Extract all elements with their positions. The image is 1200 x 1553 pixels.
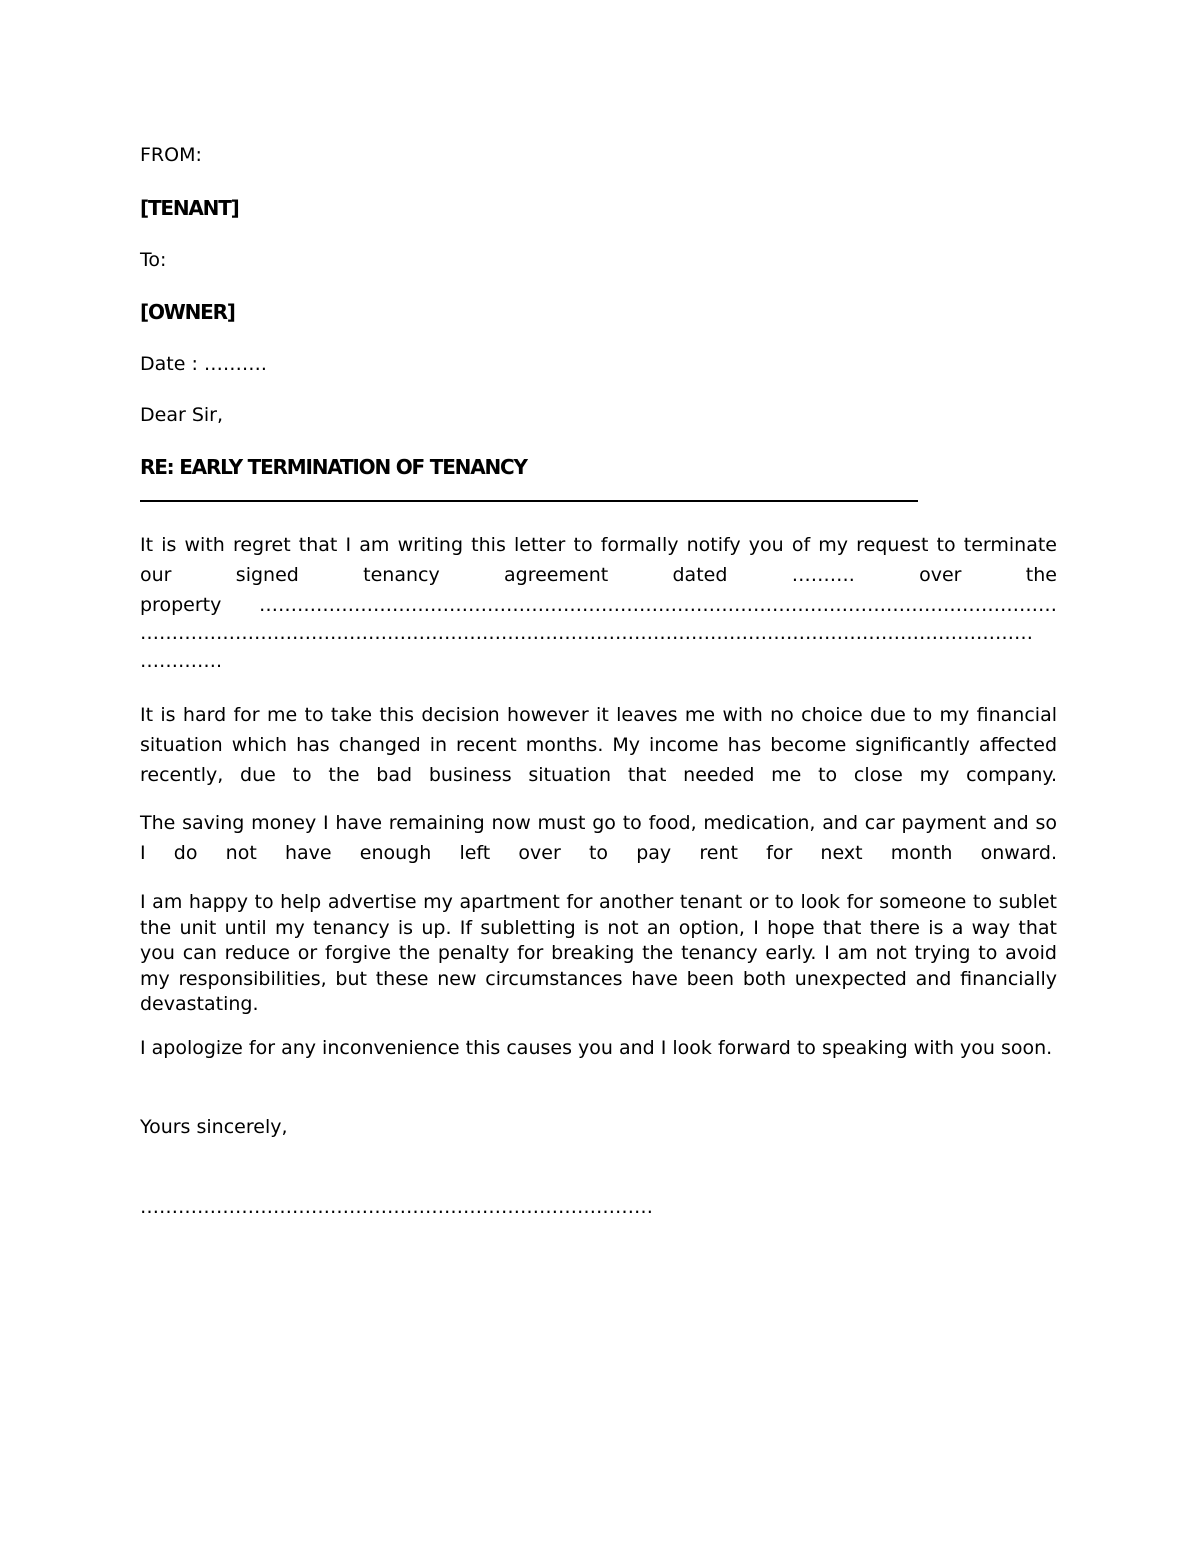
- paragraph-reason: [140, 703, 1057, 793]
- word: ……….: [791, 564, 855, 586]
- word: our: [140, 564, 172, 586]
- word: the: [1025, 564, 1057, 586]
- owner-placeholder: [OWNER]: [140, 300, 235, 324]
- paragraph-line: [140, 967, 1057, 993]
- paragraph-line: [140, 916, 1057, 942]
- paragraph-savings: [140, 811, 1057, 871]
- paragraph-text: property ………………………………………………………………………………………………………………: [140, 594, 1057, 616]
- paragraph-text: The saving money I have remaining now must go to food, medication, and car payment and so: [140, 812, 1057, 834]
- paragraph-text: It is with regret that I am writing this letter to formally notify you of my request to terminate: [140, 534, 1057, 556]
- paragraph-line: [140, 890, 1057, 916]
- from-label: FROM:: [140, 144, 202, 166]
- paragraph-notice: [140, 533, 1057, 677]
- paragraph-text: you can reduce or forgive the penalty for breaking the tenancy early. I am not trying to avoid: [140, 942, 1057, 964]
- date-line: Date : ……….: [140, 353, 267, 375]
- paragraph-text: recently, due to the bad business situation that needed me to close my company.: [140, 764, 1057, 786]
- word: tenancy: [363, 564, 440, 586]
- subject-underline: [140, 500, 918, 502]
- paragraph-line: [140, 733, 1057, 763]
- word: signed: [235, 564, 299, 586]
- paragraph-text: devastating.: [140, 993, 259, 1015]
- paragraph-line: [140, 563, 1057, 593]
- paragraph-text: my responsibilities, but these new circumstances have been both unexpected and financially: [140, 967, 1057, 990]
- paragraph-text: I do not have enough left over to pay rent for next month onward.: [140, 842, 1057, 864]
- word: dated: [672, 564, 728, 586]
- paragraph-text: the unit until my tenancy is up. If subletting is not an option, I hope that there is a way that: [140, 916, 1057, 939]
- paragraph-line: [140, 533, 1057, 563]
- word: agreement: [504, 564, 609, 586]
- paragraph-text: situation which has changed in recent months. My income has become significantly affected: [140, 734, 1057, 756]
- paragraph-text: ………….: [140, 650, 223, 672]
- paragraph-line: [140, 703, 1057, 733]
- salutation: Dear Sir,: [140, 404, 224, 426]
- closing: Yours sincerely,: [140, 1116, 288, 1138]
- paragraph-sublet: [140, 890, 1057, 1018]
- paragraph-text: I am happy to help advertise my apartment for another tenant or to look for someone to sublet: [140, 891, 1057, 913]
- paragraph-line: [140, 811, 1057, 841]
- word: over: [919, 564, 962, 586]
- subject-line: RE: EARLY TERMINATION OF TENANCY: [140, 455, 527, 479]
- paragraph-line: [140, 941, 1057, 967]
- paragraph-text: ……………………………………………………………………………………………………………………………: [140, 622, 1033, 644]
- signature-line: ………………………………………………………………………: [140, 1196, 653, 1218]
- paragraph-apology: I apologize for any inconvenience this causes you and I look forward to speaking with you soon.: [140, 1037, 1053, 1059]
- tenant-placeholder: [TENANT]: [140, 196, 239, 220]
- paragraph-text: It is hard for me to take this decision however it leaves me with no choice due to my financial: [140, 704, 1057, 726]
- to-label: To:: [140, 249, 167, 271]
